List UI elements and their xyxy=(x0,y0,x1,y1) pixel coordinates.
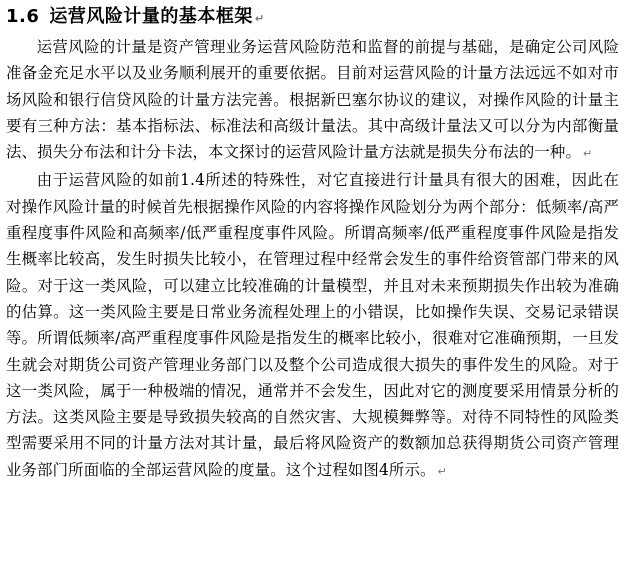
paragraph-1 xyxy=(6,34,619,167)
paragraph-mark-icon: ↵ xyxy=(254,12,265,25)
paragraph-2-text: 由于运营风险的如前1.4所述的特殊性，对它直接进行计量具有很大的困难，因此在对操作风险计量的时候首先根据操作风险的内容将操作风险划分为两个部分：低频率/高严重程度事件风险和高频率/低严重程度事件风险。所谓高频率/低严重程度事件风险是指发生概率比较高，发生时损失比较小，在管理过程中经常会发生的事件给资管部门带来的风险。对于这一类风险，可以建立比较准确的计量模型，并且对未来预期损失作出较为准确的估算。这一类风险主要是日常业务流程处理上的小错误，比如操作失误、交易记录错误等。所谓低频率/高严重程度事件风险是指发生的概率比较小，很难对它准确预期，一旦发生就会对期货公司资产管理业务部门以及整个公司造成很大损失的事件发生的风险。对于这一类风险，属于一种极端的情况，通常并不会发生，因此对它的测度要采用情景分析的方法。这类风险主要是导致损失较高的自然灾害、大规模舞弊等。对待不同特性的风险类型需要采用不同的计量方法对其计量，最后将风险资产的数额加总获得期货公司资产管理业务部门所面临的全部运营风险的度量。这个过程如图4所示。 xyxy=(6,171,619,479)
paragraph-1-text: 运营风险的计量是资产管理业务运营风险防范和监督的前提与基础，是确定公司风险准备金充足水平以及业务顺利展开的重要依据。目前对运营风险的计量方法远远不如对市场风险和银行信贷风险的计量方法完善。根据新巴塞尔协议的建议，对操作风险的计量主要有三种方法：基本指标法、标准法和高级计量法。其中高级计量法又可以分为内部衡量法、损失分布法和计分卡法，本文探讨的运营风险计量方法就是损失分布法的一种。 xyxy=(6,38,619,162)
section-heading xyxy=(6,4,619,34)
paragraph-2 xyxy=(6,167,619,485)
section-title: 运营风险计量的基本框架 xyxy=(49,6,253,27)
section-number: 1.6 xyxy=(6,6,40,27)
paragraph-mark-icon: ↵ xyxy=(437,464,447,478)
paragraph-mark-icon: ↵ xyxy=(583,147,593,161)
